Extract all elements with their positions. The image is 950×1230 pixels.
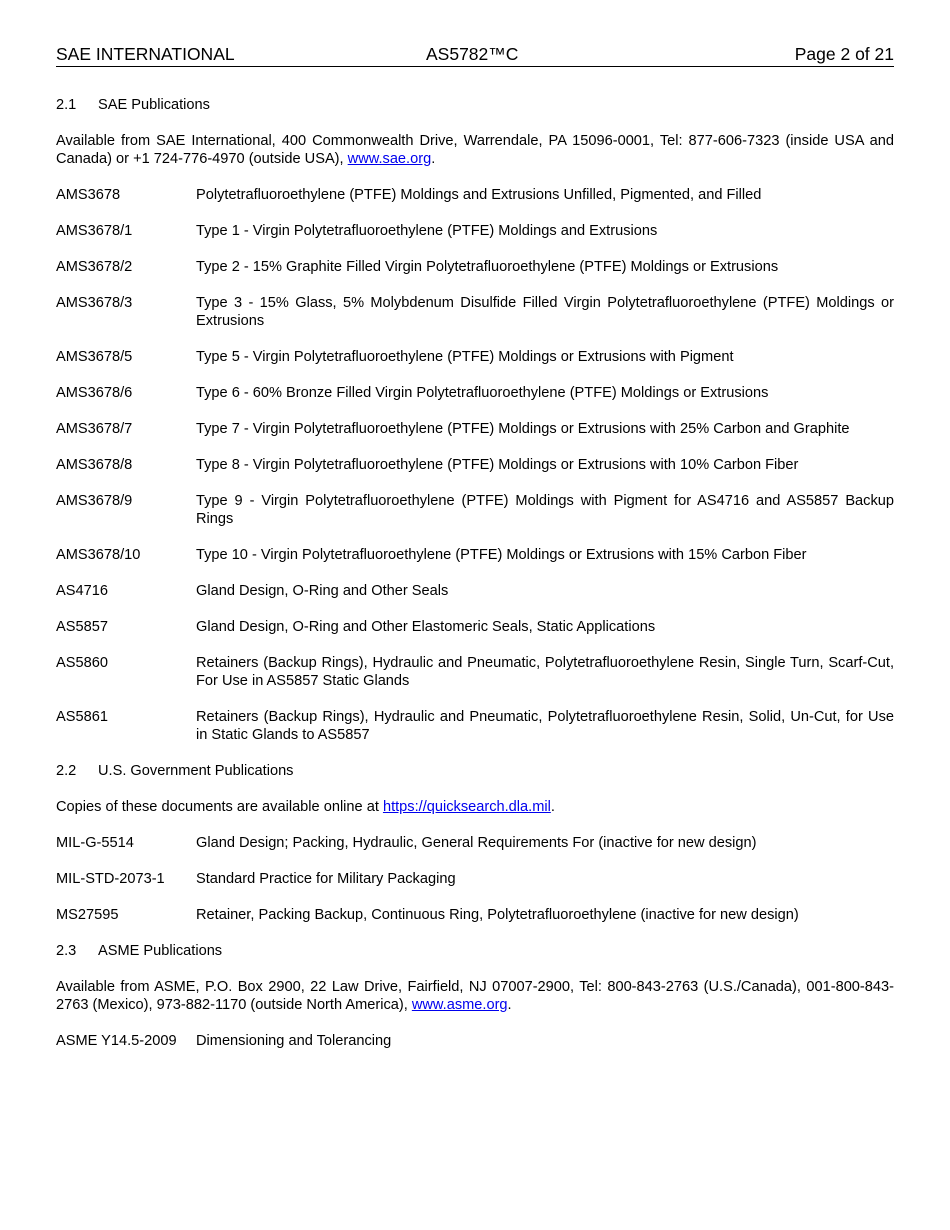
reference-row <box>56 708 894 744</box>
reference-code: MIL-G-5514 <box>56 835 134 851</box>
section-heading <box>56 942 894 960</box>
intro-period: . <box>431 151 436 167</box>
reference-title: Standard Practice for Military Packaging <box>196 871 456 887</box>
reference-row <box>56 1032 894 1050</box>
reference-code: AS5860 <box>56 655 108 671</box>
reference-row <box>56 906 894 924</box>
reference-title: Gland Design; Packing, Hydraulic, General Requirements For (inactive for new design) <box>196 835 757 851</box>
reference-code: AMS3678/3 <box>56 295 133 311</box>
intro-text: Available from ASME, P.O. Box 2900, 22 Law Drive, Fairfield, NJ 07007-2900, Tel: 800-843-2763 (U.S./Canada), 001-800-843-2763 (Mexico), 973-882-1170 (outside North America), <box>56 979 894 1013</box>
reference-code: AMS3678/5 <box>56 349 133 365</box>
reference-row <box>56 546 894 564</box>
reference-title: Type 10 - Virgin Polytetrafluoroethylene (PTFE) Moldings or Extrusions with 15% Carbon Fiber <box>196 547 807 563</box>
section-heading <box>56 96 894 114</box>
dla-quicksearch-link[interactable]: https://quicksearch.dla.mil <box>382 799 551 815</box>
reference-title: Type 3 - 15% Glass, 5% Molybdenum Disulfide Filled Virgin Polytetrafluoroethylene (PTFE) Moldings or Extrusions <box>196 295 894 329</box>
reference-title: Type 5 - Virgin Polytetrafluoroethylene (PTFE) Moldings or Extrusions with Pigment <box>196 349 734 365</box>
reference-row <box>56 348 894 366</box>
section-number: 2.3 <box>56 943 77 959</box>
reference-row <box>56 654 894 690</box>
section-intro <box>56 132 894 168</box>
reference-code: MS27595 <box>56 907 119 923</box>
header-doc-id: AS5782™C <box>426 44 519 64</box>
reference-row <box>56 582 894 600</box>
section-intro <box>56 798 894 816</box>
reference-title: Gland Design, O-Ring and Other Elastomeric Seals, Static Applications <box>196 619 656 635</box>
reference-code: AMS3678/7 <box>56 421 133 437</box>
intro-text: Available from SAE International, 400 Commonwealth Drive, Warrendale, PA 15096-0001, Tel: 877-606-7323 (inside USA and Canada) or +1 724-776-4970 (outside USA), <box>56 133 894 167</box>
reference-title: Type 8 - Virgin Polytetrafluoroethylene (PTFE) Moldings or Extrusions with 10% Carbon Fiber <box>196 457 799 473</box>
reference-title: Type 2 - 15% Graphite Filled Virgin Polytetrafluoroethylene (PTFE) Moldings or Extrusions <box>196 259 779 275</box>
reference-code: AMS3678 <box>56 187 121 203</box>
reference-title: Gland Design, O-Ring and Other Seals <box>196 583 449 599</box>
reference-row <box>56 222 894 240</box>
reference-title: Retainers (Backup Rings), Hydraulic and Pneumatic, Polytetrafluoroethylene Resin, Solid, Un-Cut, for Use in Static Glands to AS5857 <box>196 709 894 743</box>
reference-code: AMS3678/6 <box>56 385 133 401</box>
section-title: SAE Publications <box>98 97 210 113</box>
reference-code: AS5861 <box>56 709 108 725</box>
reference-row <box>56 456 894 474</box>
reference-title: Polytetrafluoroethylene (PTFE) Moldings and Extrusions Unfilled, Pigmented, and Filled <box>196 187 762 203</box>
reference-row <box>56 618 894 636</box>
intro-period: . <box>507 997 512 1013</box>
reference-code: AMS3678/2 <box>56 259 133 275</box>
reference-code: MIL-STD-2073-1 <box>56 871 165 887</box>
section-title: U.S. Government Publications <box>98 763 294 779</box>
intro-text: Copies of these documents are available online at <box>56 799 383 815</box>
reference-code: AS5857 <box>56 619 108 635</box>
section-number: 2.1 <box>56 97 77 113</box>
reference-title: Dimensioning and Tolerancing <box>196 1033 392 1049</box>
reference-code: AMS3678/9 <box>56 493 133 509</box>
reference-code: ASME Y14.5-2009 <box>56 1033 177 1049</box>
intro-period: . <box>550 799 555 815</box>
section-number: 2.2 <box>56 763 77 779</box>
reference-row <box>56 420 894 438</box>
reference-row <box>56 258 894 276</box>
section-intro <box>56 978 894 1014</box>
reference-row <box>56 294 894 330</box>
reference-code: AMS3678/1 <box>56 223 133 239</box>
header-page-number: Page 2 of 21 <box>794 44 894 64</box>
reference-code: AMS3678/8 <box>56 457 133 473</box>
header-org: SAE INTERNATIONAL <box>56 44 235 64</box>
reference-code: AMS3678/10 <box>56 547 141 563</box>
reference-title: Type 1 - Virgin Polytetrafluoroethylene (PTFE) Moldings and Extrusions <box>196 223 658 239</box>
reference-row <box>56 834 894 852</box>
reference-title: Retainer, Packing Backup, Continuous Ring, Polytetrafluoroethylene (inactive for new design) <box>196 907 799 923</box>
reference-title: Retainers (Backup Rings), Hydraulic and Pneumatic, Polytetrafluoroethylene Resin, Single Turn, Scarf-Cut, For Use in AS5857 Static Glands <box>196 655 894 689</box>
section-heading <box>56 762 894 780</box>
reference-row <box>56 870 894 888</box>
reference-title: Type 6 - 60% Bronze Filled Virgin Polytetrafluoroethylene (PTFE) Moldings or Extrusions <box>196 385 769 401</box>
sae-website-link[interactable]: www.sae.org <box>347 151 432 167</box>
page-header <box>56 44 894 67</box>
reference-row <box>56 492 894 528</box>
reference-title: Type 7 - Virgin Polytetrafluoroethylene (PTFE) Moldings or Extrusions with 25% Carbon and Graphite <box>196 421 850 437</box>
reference-row <box>56 186 894 204</box>
reference-code: AS4716 <box>56 583 108 599</box>
reference-title: Type 9 - Virgin Polytetrafluoroethylene (PTFE) Moldings with Pigment for AS4716 and AS5857 Backup Rings <box>196 493 894 527</box>
page-content <box>56 96 894 1068</box>
reference-row <box>56 384 894 402</box>
asme-website-link[interactable]: www.asme.org <box>411 997 508 1013</box>
section-title: ASME Publications <box>98 943 223 959</box>
